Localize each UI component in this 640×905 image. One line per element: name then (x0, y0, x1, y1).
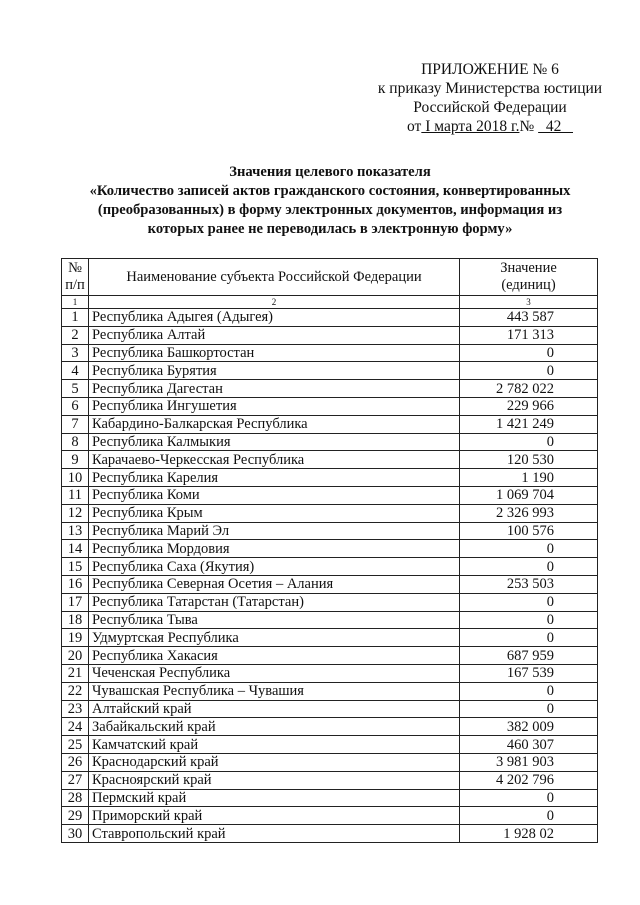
table-row (62, 522, 598, 540)
row-region-name: Республика Мордовия (89, 540, 460, 558)
row-region-name: Чувашская Республика – Чувашия (89, 682, 460, 700)
table-row (62, 451, 598, 469)
row-region-name: Забайкальский край (89, 718, 460, 736)
row-number: 11 (62, 486, 89, 504)
title-line-1: Значения целевого показателя (229, 164, 431, 180)
table-row (62, 309, 598, 327)
row-value: 0 (460, 611, 598, 629)
row-region-name: Республика Марий Эл (89, 522, 460, 540)
table-row (62, 593, 598, 611)
column-number-1: 1 (62, 296, 89, 309)
row-number: 25 (62, 736, 89, 754)
column-number-3: 3 (460, 296, 598, 309)
row-value: 0 (460, 807, 598, 825)
table-row (62, 753, 598, 771)
row-number: 26 (62, 753, 89, 771)
row-value: 0 (460, 344, 598, 362)
table-row (62, 807, 598, 825)
table-row (62, 825, 598, 843)
appendix-title: ПРИЛОЖЕНИЕ № 6 (421, 61, 559, 78)
row-value: 0 (460, 682, 598, 700)
table-row (62, 629, 598, 647)
row-number: 4 (62, 362, 89, 380)
header-region-name: Наименование субъекта Российской Федерации (89, 259, 460, 296)
row-region-name: Республика Калмыкия (89, 433, 460, 451)
appendix-order-ref: к приказу Министерства юстиции (377, 80, 603, 97)
row-number: 21 (62, 664, 89, 682)
row-number: 18 (62, 611, 89, 629)
row-region-name: Удмуртская Республика (89, 629, 460, 647)
order-number-label: № (519, 118, 535, 135)
row-region-name: Республика Карелия (89, 469, 460, 487)
row-number: 19 (62, 629, 89, 647)
row-value: 382 009 (460, 718, 598, 736)
order-prefix: от (407, 118, 422, 135)
row-value: 0 (460, 362, 598, 380)
row-number: 17 (62, 593, 89, 611)
table-row (62, 771, 598, 789)
row-value: 2 326 993 (460, 504, 598, 522)
table-row (62, 486, 598, 504)
table-row (62, 611, 598, 629)
table-row (62, 397, 598, 415)
header-number-line-2: п/п (65, 277, 85, 293)
row-value: 3 981 903 (460, 753, 598, 771)
header-number-line-1: № (68, 260, 82, 276)
row-number: 23 (62, 700, 89, 718)
row-value: 0 (460, 558, 598, 576)
row-value: 2 782 022 (460, 380, 598, 398)
row-number: 10 (62, 469, 89, 487)
document-title (60, 163, 600, 239)
row-number: 30 (62, 825, 89, 843)
row-value: 1 421 249 (460, 415, 598, 433)
row-region-name: Краснодарский край (89, 753, 460, 771)
order-line (360, 117, 620, 136)
row-value: 443 587 (460, 309, 598, 327)
row-value: 120 530 (460, 451, 598, 469)
table-row (62, 736, 598, 754)
row-region-name: Приморский край (89, 807, 460, 825)
row-region-name: Ставропольский край (89, 825, 460, 843)
row-value: 167 539 (460, 664, 598, 682)
row-region-name: Республика Башкортостан (89, 344, 460, 362)
row-value: 0 (460, 700, 598, 718)
row-region-name: Камчатский край (89, 736, 460, 754)
row-region-name: Республика Хакасия (89, 647, 460, 665)
row-region-name: Республика Дагестан (89, 380, 460, 398)
row-region-name: Пермский край (89, 789, 460, 807)
row-region-name: Красноярский край (89, 771, 460, 789)
row-value: 253 503 (460, 575, 598, 593)
appendix-header (360, 60, 620, 136)
table-row (62, 362, 598, 380)
row-number: 12 (62, 504, 89, 522)
row-value: 1 190 (460, 469, 598, 487)
row-number: 7 (62, 415, 89, 433)
row-number: 15 (62, 558, 89, 576)
regions-table (61, 258, 598, 843)
row-region-name: Республика Ингушетия (89, 397, 460, 415)
row-number: 5 (62, 380, 89, 398)
row-region-name: Республика Крым (89, 504, 460, 522)
row-region-name: Кабардино-Балкарская Республика (89, 415, 460, 433)
table-row (62, 415, 598, 433)
row-number: 8 (62, 433, 89, 451)
table-row (62, 433, 598, 451)
row-region-name: Республика Тыва (89, 611, 460, 629)
table-header-row (62, 259, 598, 296)
column-numbering-row (62, 296, 598, 309)
header-number (62, 259, 89, 296)
row-value: 100 576 (460, 522, 598, 540)
title-line-3: (преобразованных) в форму электронных документов, информация из (97, 202, 563, 218)
table-row (62, 469, 598, 487)
order-number: 42 (538, 118, 573, 135)
row-value: 0 (460, 789, 598, 807)
row-value: 0 (460, 593, 598, 611)
table-row (62, 344, 598, 362)
table-row (62, 682, 598, 700)
table-row (62, 504, 598, 522)
table-row (62, 326, 598, 344)
row-region-name: Республика Алтай (89, 326, 460, 344)
row-value: 687 959 (460, 647, 598, 665)
row-region-name: Республика Северная Осетия – Алания (89, 575, 460, 593)
row-region-name: Алтайский край (89, 700, 460, 718)
appendix-ministry: Российской Федерации (413, 99, 567, 116)
table-row (62, 647, 598, 665)
row-value: 460 307 (460, 736, 598, 754)
row-number: 16 (62, 575, 89, 593)
order-date: I марта 2018 г. (421, 118, 520, 135)
table-row (62, 718, 598, 736)
table-row (62, 380, 598, 398)
title-line-2: «Количество записей актов гражданского состояния, конвертированных (89, 183, 571, 199)
row-number: 3 (62, 344, 89, 362)
row-value: 0 (460, 540, 598, 558)
row-number: 1 (62, 309, 89, 327)
row-number: 27 (62, 771, 89, 789)
table-row (62, 558, 598, 576)
row-value: 0 (460, 433, 598, 451)
row-number: 6 (62, 397, 89, 415)
table-row (62, 575, 598, 593)
row-number: 29 (62, 807, 89, 825)
row-number: 28 (62, 789, 89, 807)
header-value (460, 259, 598, 296)
row-number: 24 (62, 718, 89, 736)
column-number-2: 2 (89, 296, 460, 309)
row-number: 9 (62, 451, 89, 469)
row-number: 14 (62, 540, 89, 558)
row-number: 22 (62, 682, 89, 700)
table-row (62, 664, 598, 682)
title-line-4: которых ранее не переводилась в электронную форму» (147, 221, 513, 237)
row-value: 0 (460, 629, 598, 647)
table-body (62, 309, 598, 843)
row-region-name: Республика Саха (Якутия) (89, 558, 460, 576)
row-region-name: Республика Татарстан (Татарстан) (89, 593, 460, 611)
row-region-name: Карачаево-Черкесская Республика (89, 451, 460, 469)
row-number: 13 (62, 522, 89, 540)
row-value: 4 202 796 (460, 771, 598, 789)
table-row (62, 540, 598, 558)
row-number: 20 (62, 647, 89, 665)
header-value-line-1: Значение (500, 260, 557, 276)
row-region-name: Республика Бурятия (89, 362, 460, 380)
table-row (62, 789, 598, 807)
row-number: 2 (62, 326, 89, 344)
row-value: 1 928 02 (460, 825, 598, 843)
table-row (62, 700, 598, 718)
header-value-line-2: (единиц) (501, 277, 556, 293)
row-region-name: Республика Коми (89, 486, 460, 504)
row-value: 229 966 (460, 397, 598, 415)
row-value: 1 069 704 (460, 486, 598, 504)
row-value: 171 313 (460, 326, 598, 344)
row-region-name: Республика Адыгея (Адыгея) (89, 309, 460, 327)
row-region-name: Чеченская Республика (89, 664, 460, 682)
